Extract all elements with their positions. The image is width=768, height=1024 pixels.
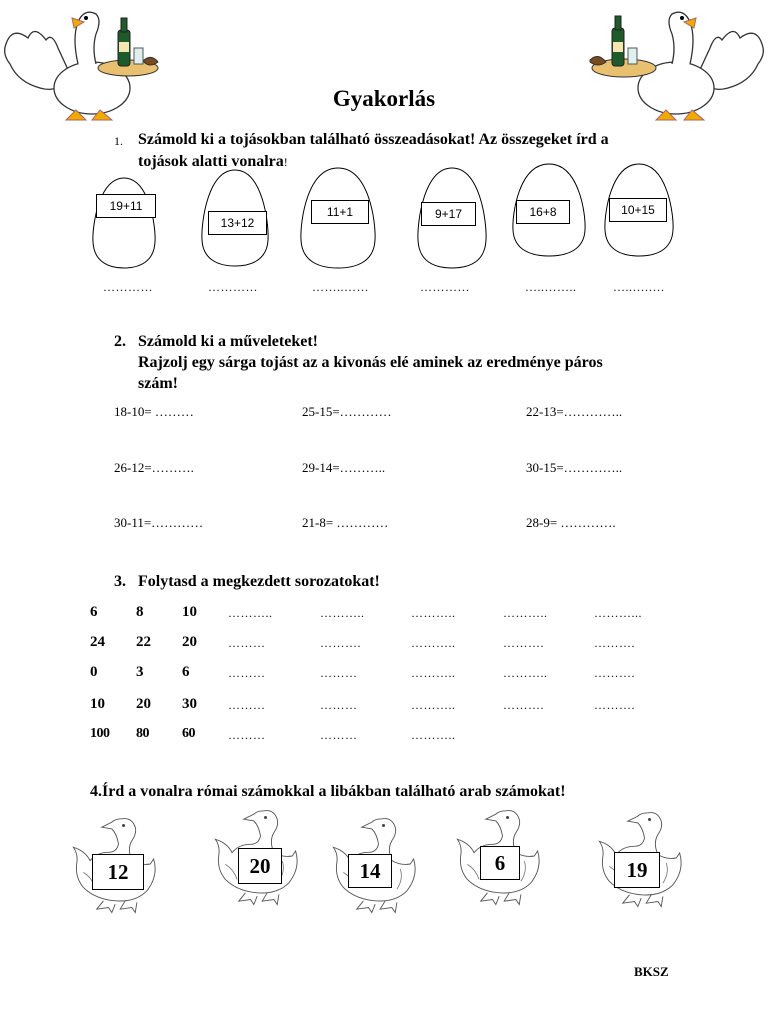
sequence-number: 3 (136, 664, 144, 680)
egg-sum-label: 9+17 (421, 202, 476, 226)
sequence-answer-line[interactable]: ……… (228, 698, 266, 712)
sequence-number: 10 (182, 604, 197, 620)
sequence-answer-line[interactable]: ……….. (411, 636, 456, 650)
sequence-answer-line[interactable]: ……….. (411, 728, 456, 742)
task3-number: 3. (114, 573, 126, 590)
sequence-number: 10 (90, 696, 105, 712)
goose-number-box: 6 (480, 846, 520, 880)
operation-item[interactable]: 29-14=……….. (302, 460, 386, 475)
operation-item[interactable]: 18-10= ……… (114, 404, 194, 419)
sequence-answer-line[interactable]: ……….. (411, 606, 456, 620)
egg-sum-label: 13+12 (208, 211, 267, 235)
sequence-answer-line[interactable]: ……….. (503, 666, 548, 680)
task1-number: 1. (114, 134, 123, 148)
sequence-number: 0 (90, 664, 98, 680)
egg-icon (91, 176, 157, 270)
footer-initials: BKSZ (634, 964, 669, 979)
operation-item[interactable]: 30-15=………….. (526, 460, 623, 475)
egg-sum-label: 11+1 (311, 200, 369, 224)
sequence-answer-line[interactable]: ……… (228, 636, 266, 650)
sequence-number: 30 (182, 696, 197, 712)
operation-item[interactable]: 21-8= ………… (302, 515, 389, 530)
sequence-number: 20 (182, 634, 197, 650)
sequence-answer-line[interactable]: ………. (503, 698, 544, 712)
goose-number-box: 19 (614, 852, 660, 888)
task2-instruction-line1: Számold ki a műveleteket! (138, 333, 318, 350)
task4-instruction: 4.Írd a vonalra római számokkal a libákban található arab számokat! (90, 783, 566, 800)
egg-sum-label: 10+15 (609, 198, 667, 222)
task1-instruction-punct: ! (283, 155, 288, 169)
goose-number-box: 20 (238, 848, 282, 884)
sequence-number: 6 (90, 604, 98, 620)
sequence-number: 24 (90, 634, 105, 650)
sequence-number: 22 (136, 634, 151, 650)
operation-item[interactable]: 22-13=………….. (526, 404, 623, 419)
goose-number-box: 14 (348, 854, 392, 888)
sequence-answer-line[interactable]: ……… (320, 666, 358, 680)
sequence-answer-line[interactable]: ……….. (320, 606, 365, 620)
sequence-answer-line[interactable]: ………. (320, 636, 361, 650)
sequence-answer-line[interactable]: ………. (594, 636, 635, 650)
answer-line[interactable]: ………… (420, 280, 470, 294)
sequence-number: 60 (182, 726, 195, 741)
sequence-answer-line[interactable]: ………... (594, 606, 642, 620)
sequence-answer-line[interactable]: ……….. (228, 606, 273, 620)
sequence-answer-line[interactable]: ………. (594, 698, 635, 712)
egg-sum-label: 19+11 (96, 194, 156, 218)
sequence-answer-line[interactable]: ……….. (411, 666, 456, 680)
sequence-number: 80 (136, 726, 149, 741)
task2-instruction-line2: Rajzolj egy sárga tojást az a kivonás elé aminek az eredménye páros (138, 354, 603, 371)
page-title: Gyakorlás (332, 86, 436, 111)
sequence-answer-line[interactable]: ……….. (411, 698, 456, 712)
answer-line[interactable]: …..….…. (613, 280, 665, 294)
answer-line[interactable]: ……..…… (312, 280, 369, 294)
sequence-answer-line[interactable]: ………. (503, 636, 544, 650)
operation-item[interactable]: 30-11=………… (114, 515, 204, 530)
task1-instruction-line1: Számold ki a tojásokban található összeadásokat! Az összegeket írd a (138, 131, 609, 148)
task2-instruction-line3: szám! (138, 375, 178, 392)
answer-line[interactable]: …..…….. (525, 280, 577, 294)
sequence-answer-line[interactable]: ……… (320, 698, 358, 712)
operation-item[interactable]: 26-12=………. (114, 460, 194, 475)
sequence-answer-line[interactable]: ……… (228, 728, 266, 742)
task2-number: 2. (114, 333, 126, 350)
task3-instruction: Folytasd a megkezdett sorozatokat! (138, 573, 380, 590)
sequence-number: 20 (136, 696, 151, 712)
sequence-answer-line[interactable]: ……….. (503, 606, 548, 620)
answer-line[interactable]: ………… (103, 280, 153, 294)
sequence-number: 8 (136, 604, 144, 620)
answer-line[interactable]: ………… (208, 280, 258, 294)
goose-number-box: 12 (92, 854, 144, 890)
egg-sum-label: 16+8 (516, 200, 570, 224)
operation-item[interactable]: 25-15=………… (302, 404, 392, 419)
sequence-answer-line[interactable]: ……… (228, 666, 266, 680)
sequence-answer-line[interactable]: ……… (320, 728, 358, 742)
sequence-answer-line[interactable]: ………. (594, 666, 635, 680)
sequence-number: 100 (90, 726, 110, 741)
task1-instruction-text: tojások alatti vonalra (138, 153, 284, 170)
operation-item[interactable]: 28-9= …………. (526, 515, 616, 530)
sequence-number: 6 (182, 664, 190, 680)
